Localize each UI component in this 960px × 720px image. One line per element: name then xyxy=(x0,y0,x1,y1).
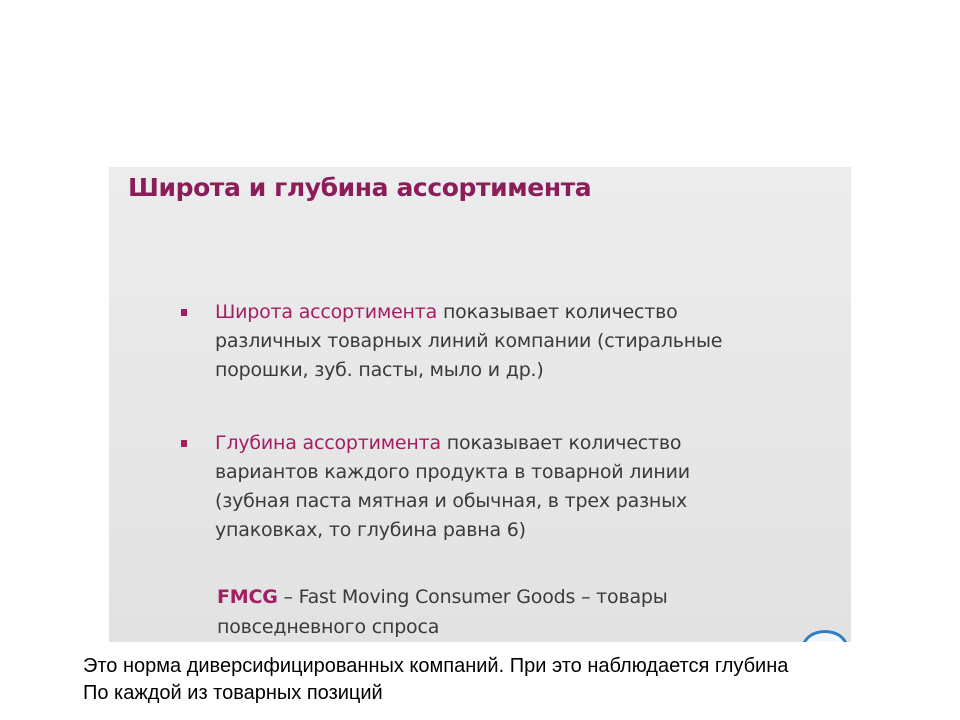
fmcg-definition xyxy=(217,582,827,642)
caption-line: По каждой из товарных позиций xyxy=(83,682,383,704)
fmcg-term: FMCG xyxy=(217,586,278,608)
bullet-line: порошки, зуб. пасты, мыло и др.) xyxy=(215,359,544,381)
slide-image xyxy=(109,167,851,642)
bullet-assortment-width xyxy=(215,298,815,385)
fmcg-text: – Fast Moving Consumer Goods – товары xyxy=(277,586,668,608)
bullet-assortment-depth xyxy=(215,429,815,545)
bullet-text: показывает количество xyxy=(437,301,678,323)
bullet-term: Глубина ассортимента xyxy=(215,432,441,454)
fmcg-line xyxy=(217,582,827,612)
bullet-text: показывает количество xyxy=(440,432,682,454)
bullet-line xyxy=(215,298,815,327)
square-bullet-icon xyxy=(181,309,187,316)
bullet-line: вариантов каждого продукта в товарной линии xyxy=(215,461,690,483)
bullet-line: различных товарных линий компании (стиральные xyxy=(215,330,723,352)
bullet-term: Широта ассортимента xyxy=(215,301,438,323)
bullet-line: упаковках, то глубина равна 6) xyxy=(215,519,526,541)
caption-line: Это норма диверсифицированных компаний. При это наблюдается глубина xyxy=(83,655,789,677)
slide-title: Широта и глубина ассортимента xyxy=(128,173,592,202)
caption xyxy=(83,653,788,707)
bullet-line: (зубная паста мятная и обычная, в трех разных xyxy=(215,490,687,512)
square-bullet-icon xyxy=(181,440,187,447)
fmcg-line: повседневного спроса xyxy=(217,616,440,638)
bullet-line xyxy=(215,429,815,458)
